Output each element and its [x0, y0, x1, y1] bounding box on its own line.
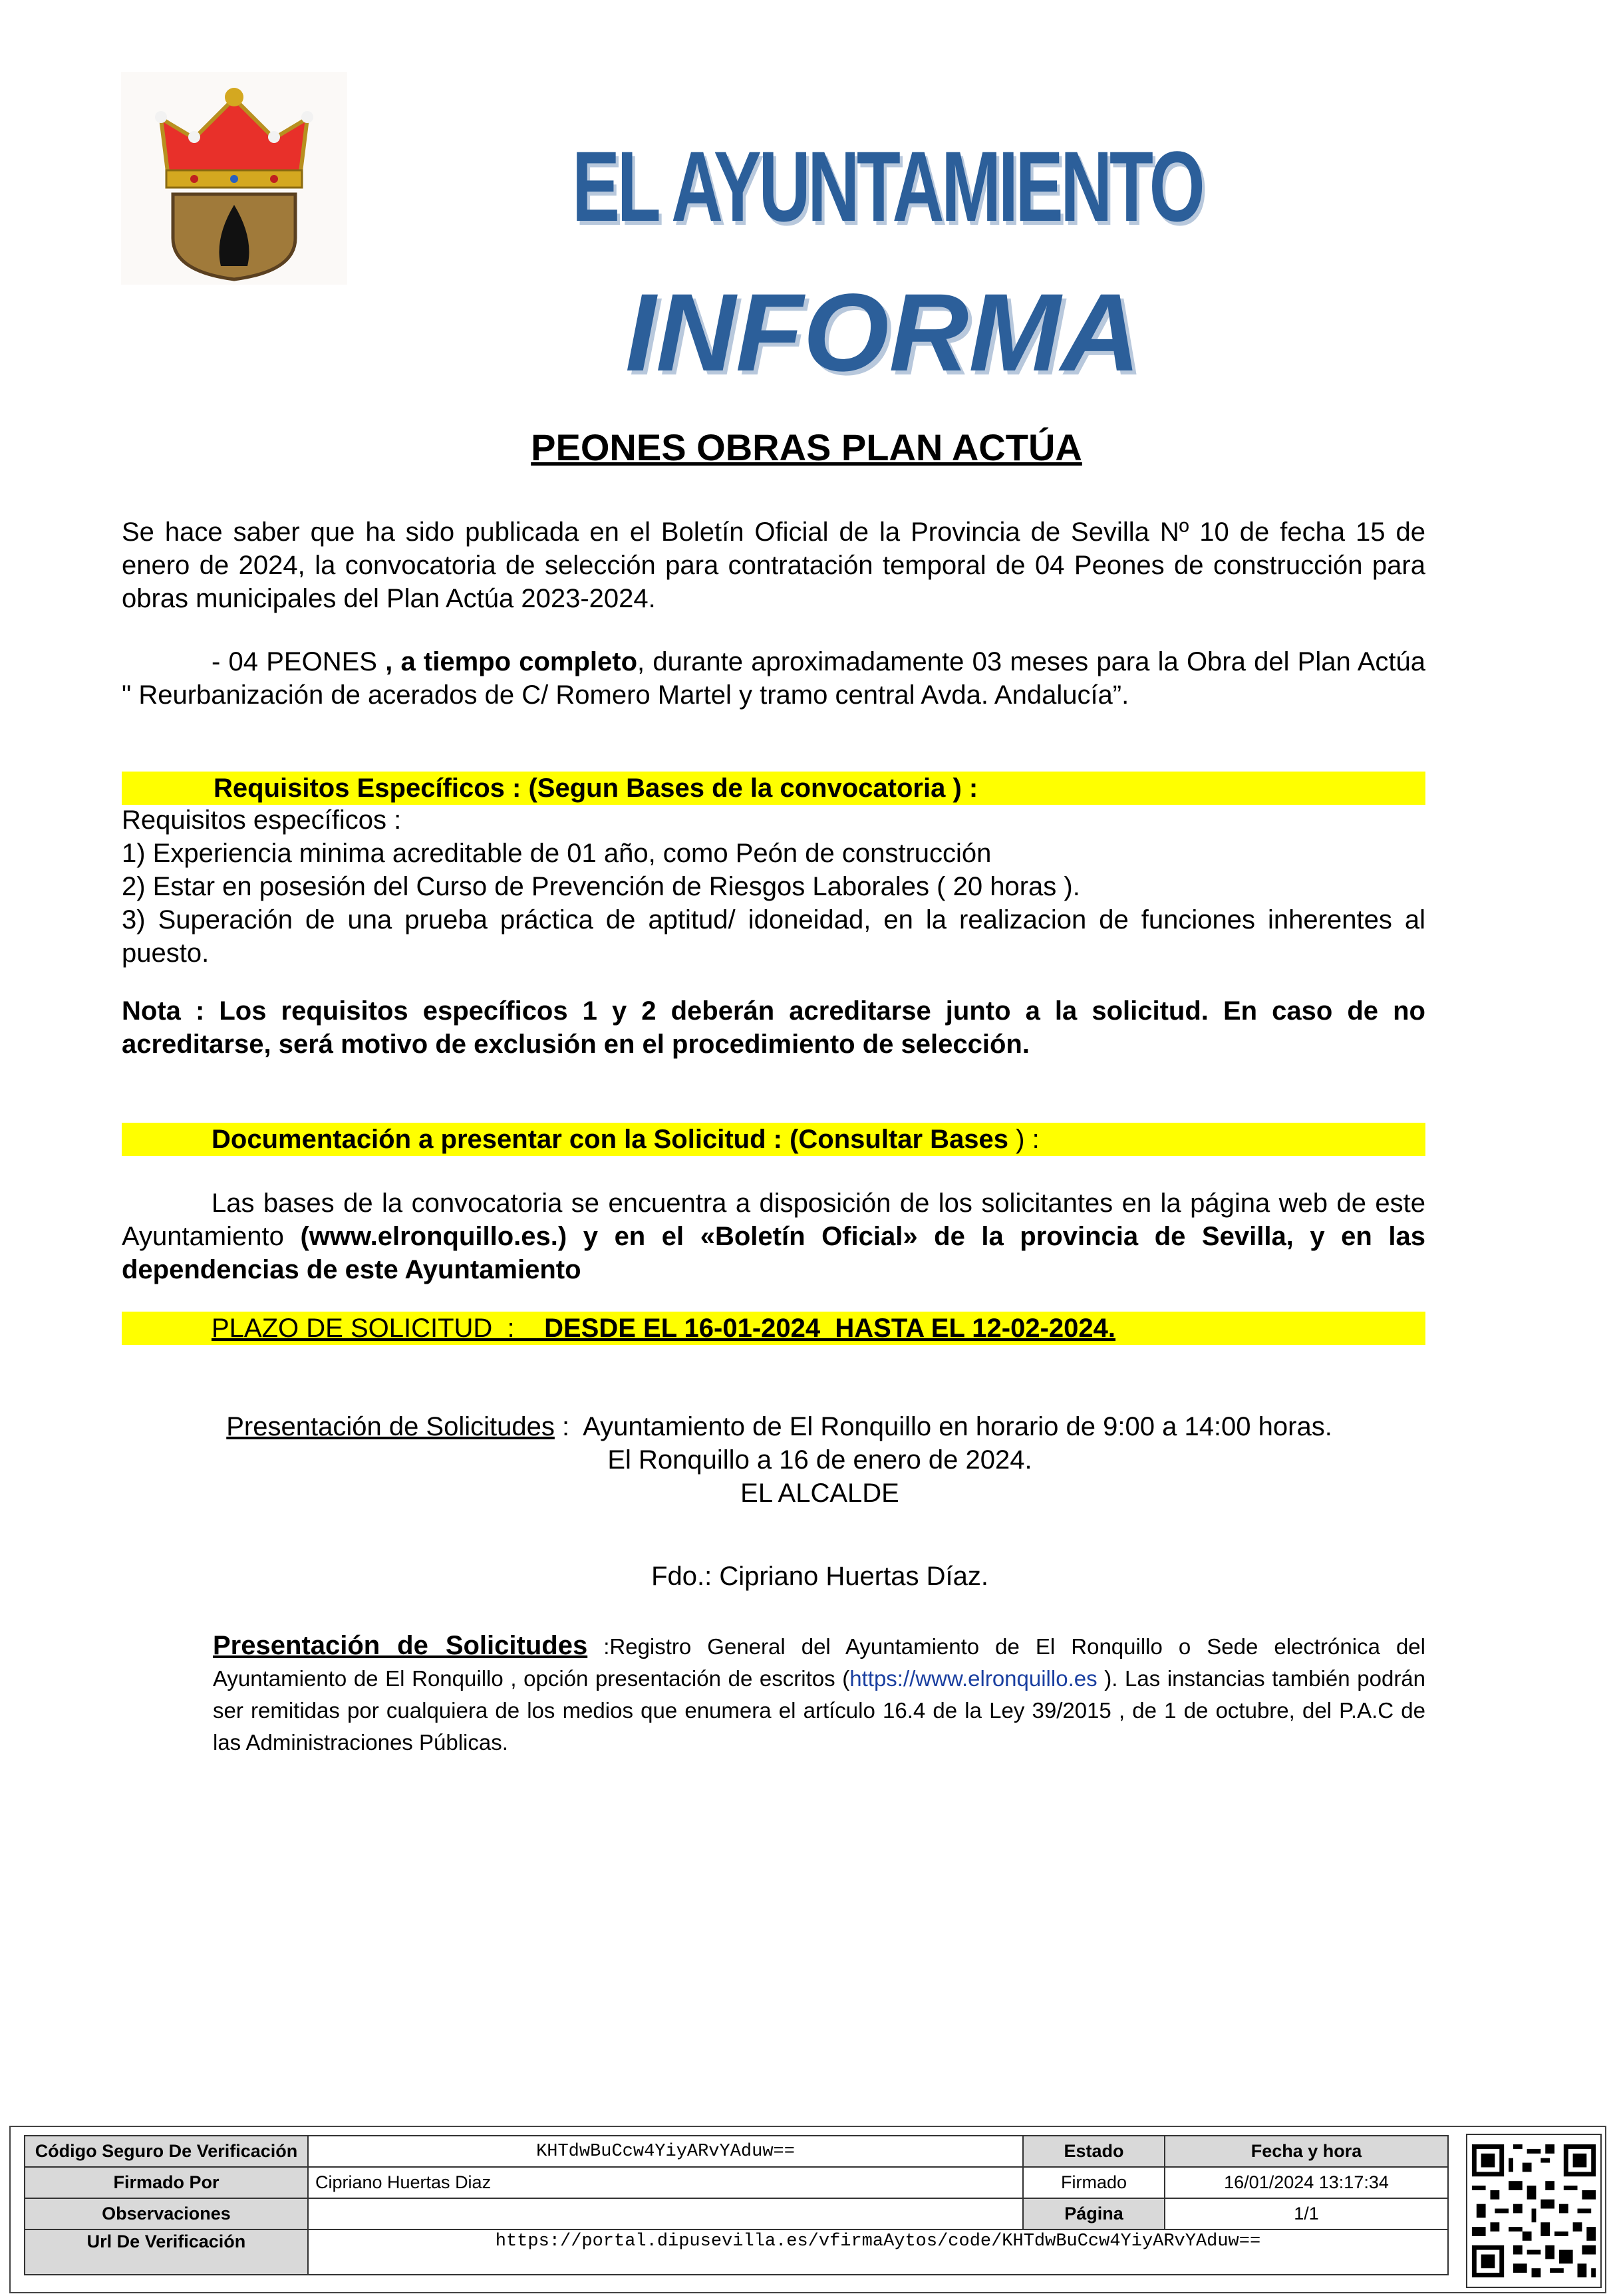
qr-code-icon [1466, 2134, 1602, 2288]
requisitos-list [122, 803, 1425, 970]
peones-paragraph [122, 645, 1425, 712]
verification-footer [9, 2126, 1606, 2293]
requisito-item: 3) Superación de una prueba práctica de aptitud/ idoneidad, en la realizacion de funciones inherentes al puesto. [122, 905, 1425, 968]
requisito-item: 2) Estar en posesión del Curso de Prevención de Riesgos Laborales ( 20 horas ). [122, 872, 1080, 901]
plazo-band [122, 1312, 1425, 1345]
peones-comma: , a tiempo completo [385, 647, 638, 676]
observaciones-value [308, 2198, 1023, 2229]
final-note-link[interactable]: https://www.elronquillo.es [849, 1666, 1098, 1691]
documentacion-heading-end: ) : [1016, 1125, 1040, 1154]
signature-name: Fdo.: Cipriano Huertas Díaz. [651, 1562, 988, 1591]
documentacion-text-bold: (www.elronquillo.es.) y en el «Boletín Oficial» de la provincia de Sevilla, y en las dependencias de este Ayuntamiento [122, 1222, 1426, 1284]
final-note [213, 1630, 1425, 1759]
final-note-text: :Registro General del Ayuntamiento de El Ronquillo o Sede electrónica del Ayuntamiento de El Ronquillo , opción presentación de escritos ( [213, 1634, 1425, 1691]
signature-block [0, 1443, 1613, 1593]
signature-date: El Ronquillo a 16 de enero de 2024. [607, 1445, 1032, 1475]
requisitos-heading: Requisitos Específicos : (Segun Bases de la convocatoria ) : [214, 774, 978, 803]
final-note-text-end: ). Las instancias también podrán ser remitidas por cualquiera de los medios que enumera el artículo 16.4 de la Ley 39/2015 , de 1 de octubre, del P.A.C de las Administraciones Públicas. [213, 1666, 1426, 1755]
fecha-label: Fecha y hora [1165, 2136, 1448, 2167]
estado-label: Estado [1023, 2136, 1165, 2167]
presentacion-label: Presentación de Solicitudes [226, 1412, 555, 1441]
presentacion-text: Ayuntamiento de El Ronquillo en horario de 9:00 a 14:00 horas. [583, 1412, 1332, 1441]
firmado-label: Firmado Por [25, 2167, 308, 2198]
plazo-value: DESDE EL 16-01-2024 HASTA EL 12-02-2024. [536, 1314, 1116, 1343]
documentacion-heading: Documentación a presentar con la Solicitud : (Consultar Bases [212, 1125, 1016, 1154]
signature-role: EL ALCALDE [740, 1479, 899, 1508]
requisitos-heading-band [122, 772, 1425, 805]
presentacion-sep: : [554, 1412, 583, 1441]
fecha-value: 16/01/2024 13:17:34 [1165, 2167, 1448, 2198]
url-label: Url De Verificación [25, 2229, 308, 2275]
codigo-value: KHTdwBuCcw4YiyARvYAduw== [308, 2136, 1023, 2167]
codigo-label: Código Seguro De Verificación [25, 2136, 308, 2167]
intro-paragraph: Se hace saber que ha sido publicada en el Boletín Oficial de la Provincia de Sevilla Nº 10 de fecha 15 de enero de 2024, la convocatoria de selección para contratación temporal de 04 Peones de construcción para obras municipales del Plan Actúa 2023-2024. [122, 517, 1425, 613]
coat-of-arms-icon [121, 72, 347, 285]
documentacion-paragraph [122, 1187, 1425, 1286]
final-note-label: Presentación de Solicitudes [213, 1631, 588, 1660]
requisitos-subheading: Requisitos específicos : [122, 805, 402, 835]
url-value[interactable]: https://portal.dipusevilla.es/vfirmaAytos/code/KHTdwBuCcw4YiyARvYAduw== [308, 2229, 1448, 2275]
nota-paragraph: Nota : Los requisitos específicos 1 y 2 deberán acreditarse junto a la solicitud. En caso de no acreditarse, será motivo de exclusión en el procedimiento de selección. [122, 996, 1425, 1059]
documentacion-text: Las bases de la convocatoria se encuentra a disposición de los solicitantes en la página web de este Ayuntamiento [122, 1189, 1425, 1251]
documentacion-heading-band [122, 1123, 1425, 1156]
plazo-label: PLAZO DE SOLICITUD : [212, 1314, 537, 1343]
header-subtitle: INFORMA [625, 271, 1141, 394]
header-title: EL AYUNTAMIENTO [572, 130, 1203, 242]
requisito-item: 1) Experiencia minima acreditable de 01 año, como Peón de construcción [122, 839, 992, 868]
observaciones-label: Observaciones [25, 2198, 308, 2229]
peones-count: - 04 PEONES [212, 647, 386, 676]
pagina-value: 1/1 [1165, 2198, 1448, 2229]
pagina-label: Página [1023, 2198, 1165, 2229]
page-title: PEONES OBRAS PLAN ACTÚA [531, 426, 1082, 468]
presentacion-line [122, 1377, 1425, 1443]
firmado-value: Cipriano Huertas Diaz [308, 2167, 1023, 2198]
estado-value: Firmado [1023, 2167, 1165, 2198]
peones-detail: , durante aproximadamente 03 meses para la Obra del Plan Actúa " Reurbanización de acerados de C/ Romero Martel y tramo central Avda. Andalucía”. [122, 647, 1425, 710]
verification-table [24, 2135, 1449, 2275]
